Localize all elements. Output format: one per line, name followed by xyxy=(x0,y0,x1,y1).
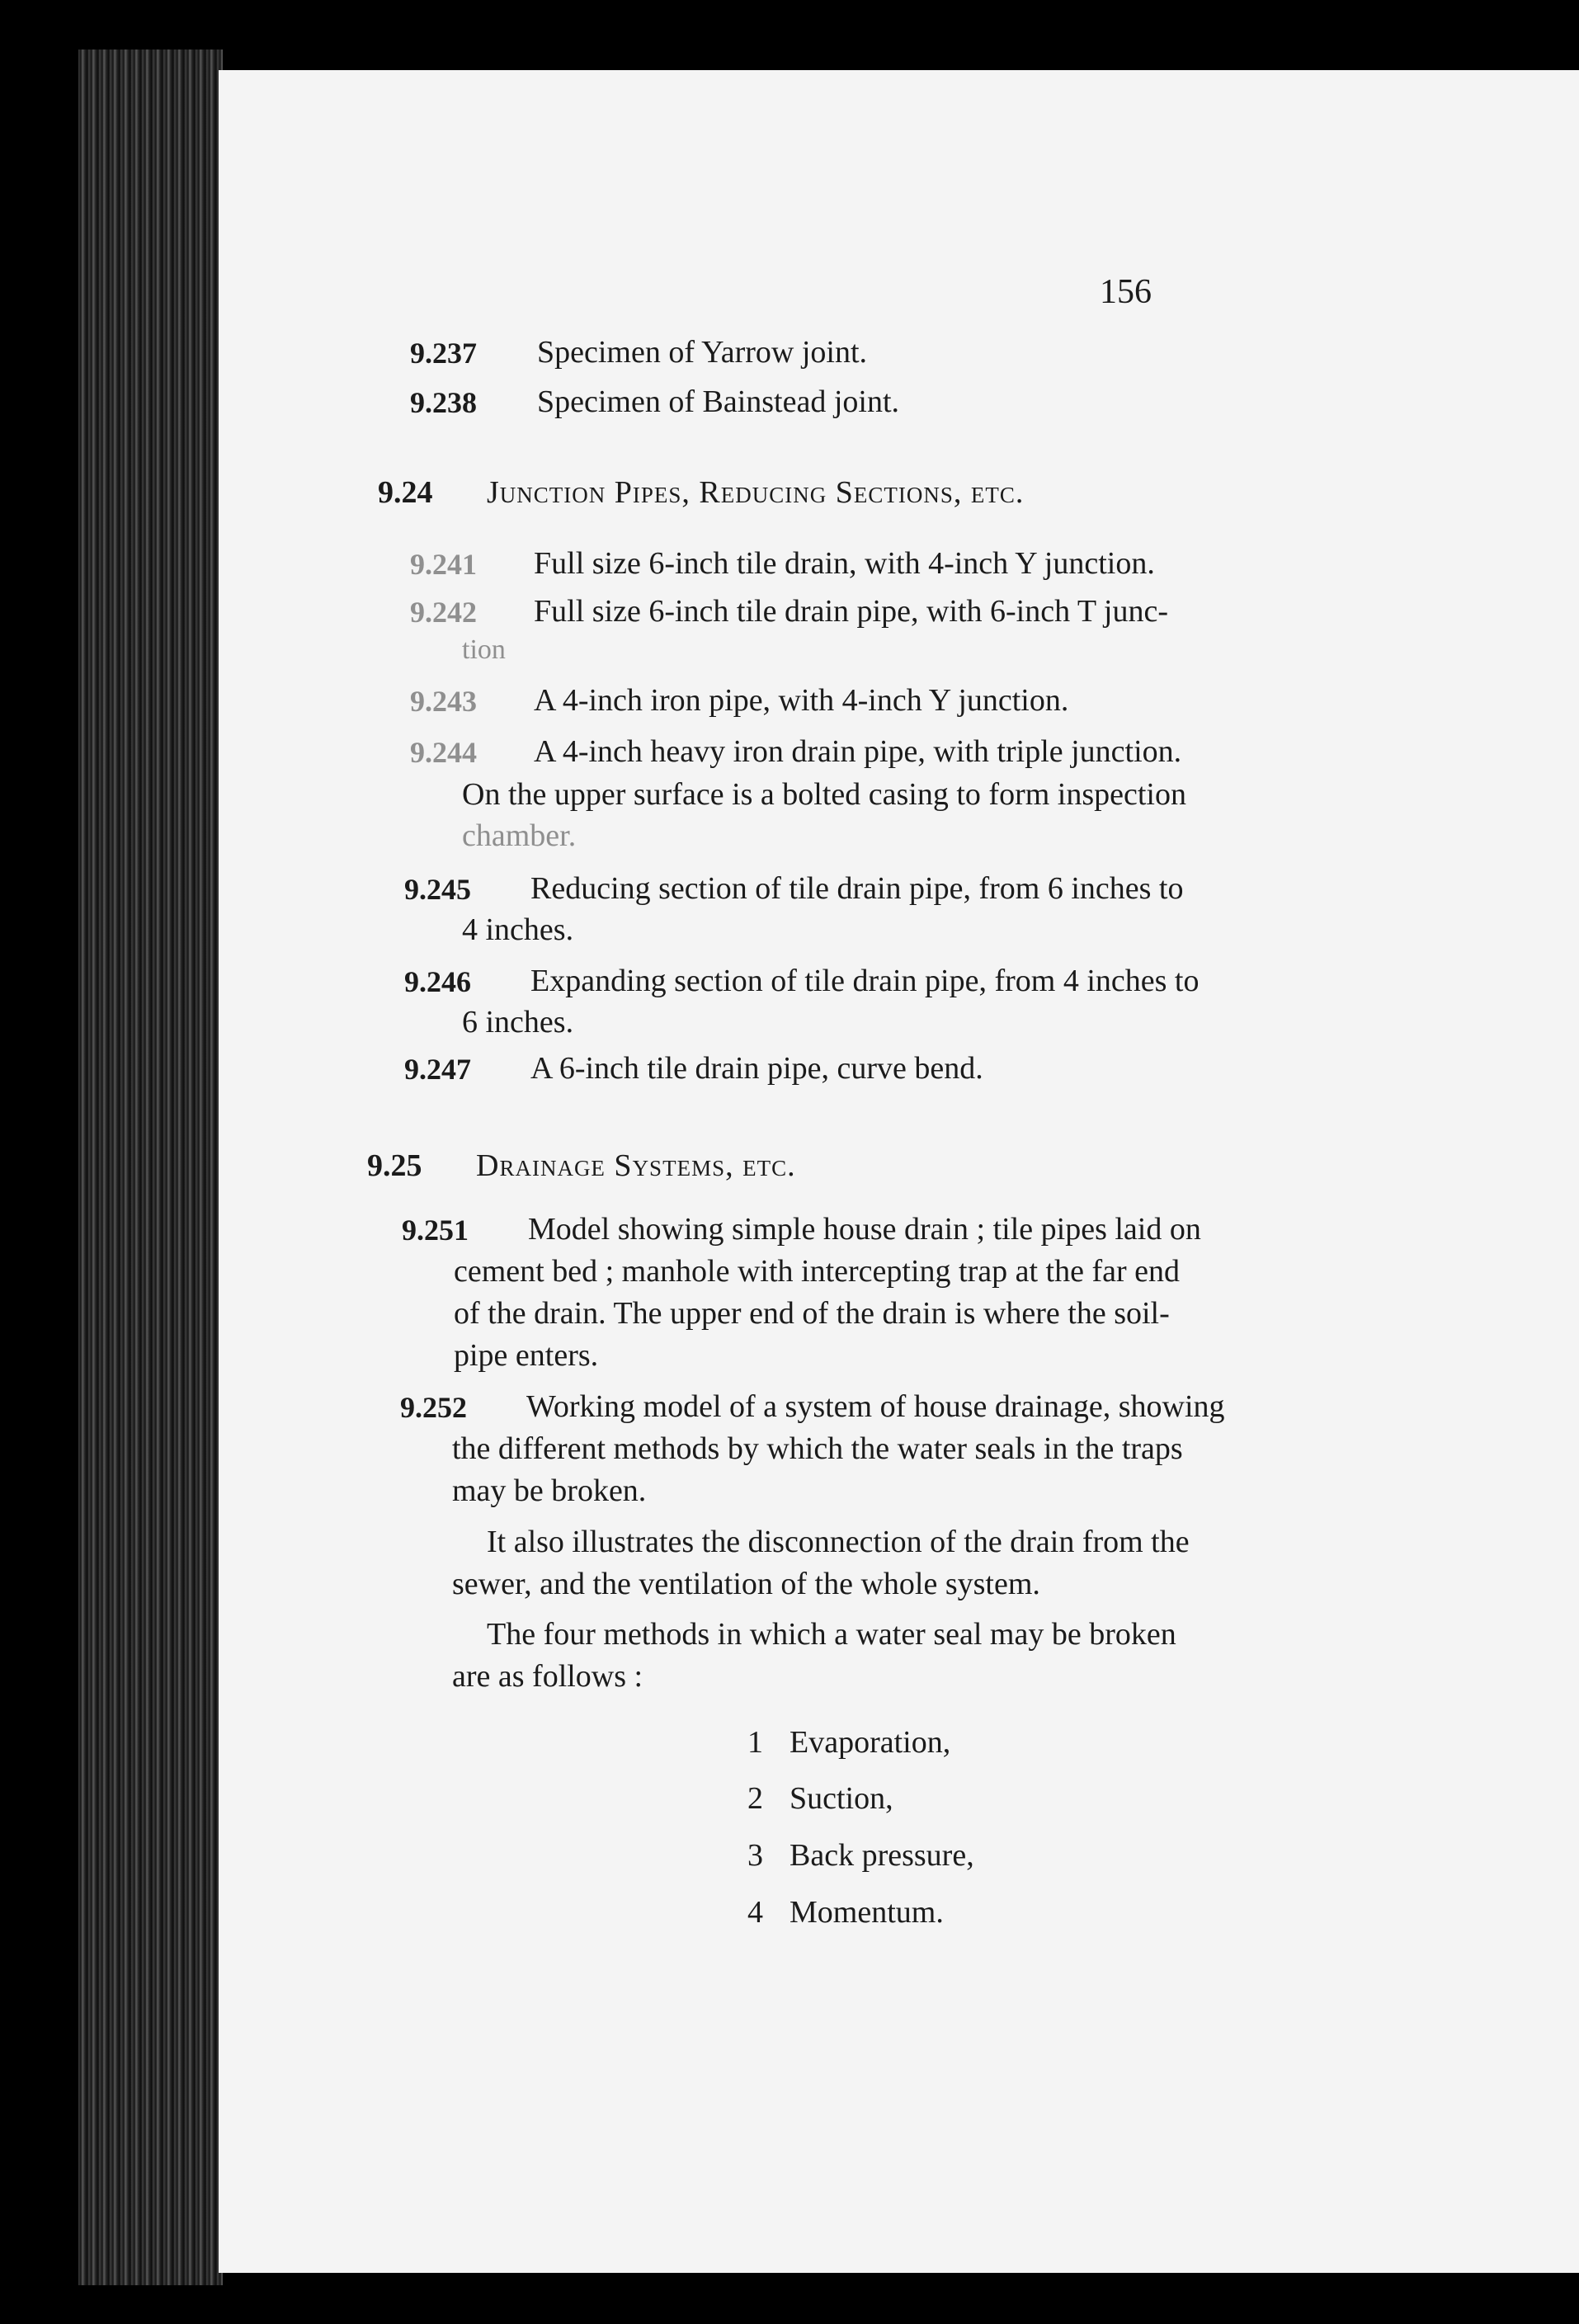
paragraph-text: The four methods in which a water seal may be broken xyxy=(487,1617,1176,1652)
list-number: 4 xyxy=(747,1895,763,1930)
section-heading: Junction Pipes, Reducing Sections, etc. xyxy=(487,475,1025,510)
entry-number: 9.243 xyxy=(410,685,477,718)
entry-text: Full size 6-inch tile drain, with 4-inch Y junction. xyxy=(534,546,1155,581)
entry-text: Working model of a system of house drainage, showing xyxy=(526,1389,1225,1424)
entry-number: 9.241 xyxy=(410,548,477,581)
entry-text: A 4-inch heavy iron drain pipe, with triple junction. xyxy=(534,734,1182,769)
section-heading: Drainage Systems, etc. xyxy=(476,1148,796,1183)
paragraph-text: It also illustrates the disconnection of the drain from the xyxy=(487,1525,1190,1559)
entry-text: 4 inches. xyxy=(462,912,574,947)
section-number: 9.24 xyxy=(378,475,433,510)
page-number: 156 xyxy=(1100,273,1152,311)
list-item: Suction, xyxy=(790,1781,893,1816)
paragraph-text: are as follows : xyxy=(452,1659,643,1694)
entry-number: 9.237 xyxy=(410,337,477,370)
entry-number: 9.245 xyxy=(404,873,471,906)
entry-number: 9.247 xyxy=(404,1053,471,1086)
list-item: Momentum. xyxy=(790,1895,944,1930)
entry-number: 9.238 xyxy=(410,386,477,419)
entry-text: 6 inches. xyxy=(462,1005,574,1039)
entry-text: Expanding section of tile drain pipe, from 4 inches to xyxy=(530,964,1200,998)
entry-number: 9.251 xyxy=(402,1214,469,1247)
entry-text: Specimen of Bainstead joint. xyxy=(537,384,900,419)
section-number: 9.25 xyxy=(367,1148,422,1183)
list-number: 3 xyxy=(747,1838,763,1873)
entry-text: the different methods by which the water seals in the traps xyxy=(452,1431,1183,1466)
entry-text: Model showing simple house drain ; tile pipes laid on xyxy=(528,1212,1201,1247)
entry-text: Reducing section of tile drain pipe, from 6 inches to xyxy=(530,871,1184,906)
entry-text: chamber. xyxy=(462,818,577,853)
list-number: 2 xyxy=(747,1781,763,1816)
entry-text: A 4-inch iron pipe, with 4-inch Y junction. xyxy=(534,683,1069,718)
entry-text: A 6-inch tile drain pipe, curve bend. xyxy=(530,1051,983,1086)
entry-number: 9.246 xyxy=(404,965,471,998)
list-item: Back pressure, xyxy=(790,1838,974,1873)
book-spine xyxy=(78,49,223,2285)
entry-text: pipe enters. xyxy=(454,1338,599,1373)
entry-number: 9.244 xyxy=(410,736,477,769)
list-item: Evaporation, xyxy=(790,1725,951,1760)
entry-text: of the drain. The upper end of the drain is where the soil- xyxy=(454,1296,1170,1331)
list-number: 1 xyxy=(747,1725,763,1760)
entry-text: tion xyxy=(462,634,506,665)
entry-text: cement bed ; manhole with intercepting trap at the far end xyxy=(454,1254,1180,1289)
entry-number: 9.242 xyxy=(410,596,477,629)
paragraph-text: sewer, and the ventilation of the whole system. xyxy=(452,1567,1040,1601)
book-page xyxy=(219,70,1579,2273)
entry-text: may be broken. xyxy=(452,1473,647,1508)
entry-number: 9.252 xyxy=(400,1391,467,1424)
entry-text: Full size 6-inch tile drain pipe, with 6-inch T junc- xyxy=(534,594,1168,629)
entry-text: Specimen of Yarrow joint. xyxy=(537,335,868,370)
entry-text: On the upper surface is a bolted casing to form inspection xyxy=(462,777,1186,812)
